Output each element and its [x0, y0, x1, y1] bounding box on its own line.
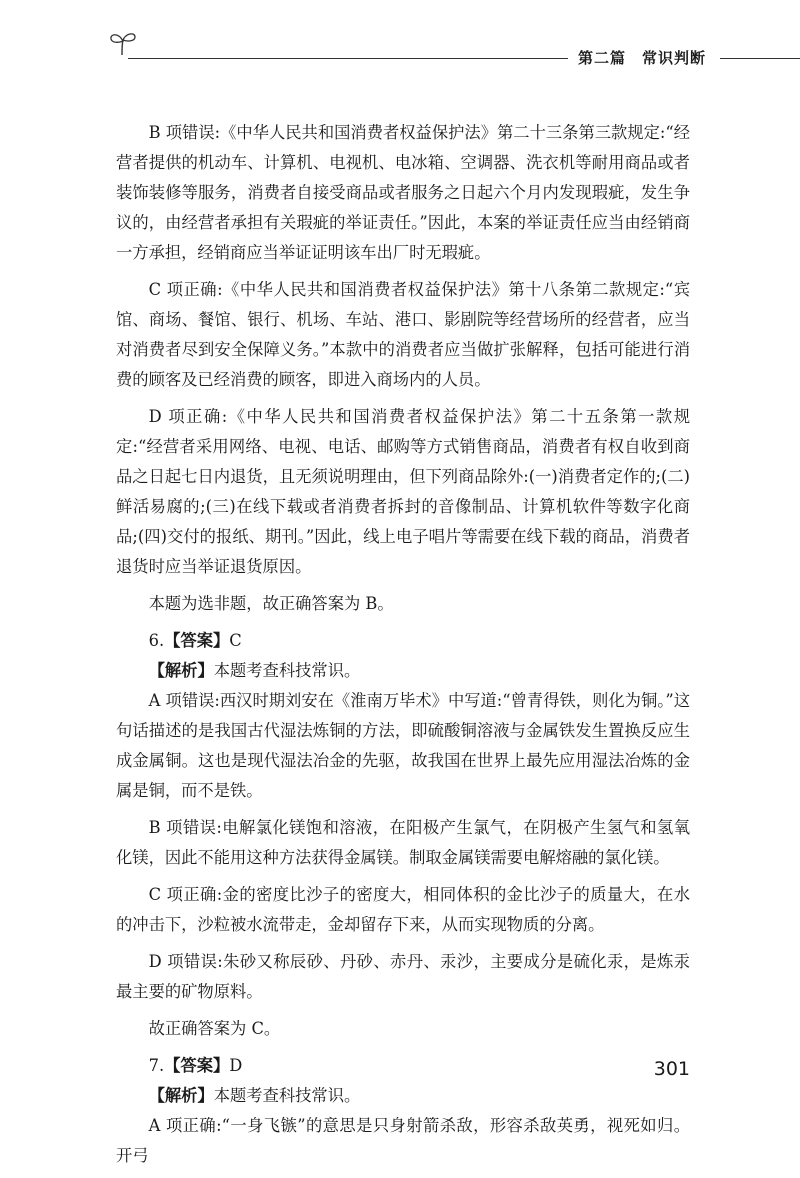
- paragraph-conclusion-6: 故正确答案为 C。: [148, 1019, 281, 1038]
- header-rule-left: [128, 58, 568, 59]
- question-number: 7.: [148, 1056, 165, 1075]
- page-number: 301: [653, 1058, 690, 1080]
- section-title: 第二篇 常识判断: [578, 49, 707, 67]
- paragraph-conclusion-5: 本题为选非题，故正确答案为 B。: [148, 594, 394, 613]
- paragraph-a-option-7: A 项正确:“一身飞镞”的意思是只身射箭杀敌，形容杀敌英勇，视死如归。开弓: [116, 1116, 690, 1165]
- paragraph-b-option-6: B 项错误:电解氯化镁饱和溶液，在阳极产生氯气，在阴极产生氢气和氢氧化镁，因此不能用这种方法获得金属镁。制取金属镁需要电解熔融的氯化镁。: [116, 818, 690, 867]
- page-header: [0, 0, 800, 80]
- analysis-tag: 【解析】: [148, 1086, 214, 1105]
- question-number: 6.: [148, 631, 165, 650]
- analysis-line-6: [116, 656, 690, 686]
- analysis-tag: 【解析】: [148, 661, 214, 680]
- paragraph-d-option: D 项正确:《中华人民共和国消费者权益保护法》第二十五条第一款规定:“经营者采用网络、电视、电话、邮购等方式销售商品，消费者有权自收到商品之日起七日内退货，且无须说明理由，但下列商品除外:(一)消费者定作的;(二)鲜活易腐的;(三)在线下载或者消费者拆封的音像制品、计算机软件等数字化商品;(四)交付的报纸、期刊。”因此，线上电子唱片等需要在线下载的商品，消费者退货时应当举证退货原因。: [116, 407, 690, 576]
- sprout-icon: [108, 30, 138, 56]
- paragraph-c-option-6: C 项正确:金的密度比沙子的密度大，相同体积的金比沙子的质量大，在水的冲击下，沙粒被水流带走，金却留存下来，从而实现物质的分离。: [116, 885, 690, 934]
- analysis-text: 本题考查科技常识。: [213, 661, 361, 680]
- header-rule-right: [720, 58, 800, 59]
- page-body: [116, 118, 690, 1178]
- answer-line-6: [116, 626, 690, 656]
- paragraph-c-option: C 项正确:《中华人民共和国消费者权益保护法》第十八条第二款规定:“宾馆、商场、餐馆、银行、机场、车站、港口、影剧院等经营场所的经营者，应当对消费者尽到安全保障义务。”本款中的消费者应当做扩张解释，包括可能进行消费的顾客及已经消费的顾客，即进入商场内的人员。: [116, 280, 690, 389]
- answer-tag: 【答案】: [164, 1056, 230, 1075]
- paragraph-b-option: B 项错误:《中华人民共和国消费者权益保护法》第二十三条第三款规定:“经营者提供的机动车、计算机、电视机、电冰箱、空调器、洗衣机等耐用商品或者装饰装修等服务，消费者自接受商品或者服务之日起六个月内发现瑕疵，发生争议的，由经营者承担有关瑕疵的举证责任。”因此，本案的举证责任应当由经销商一方承担，经销商应当举证证明该车出厂时无瑕疵。: [116, 123, 690, 262]
- paragraph-a-option-6: A 项错误:西汉时期刘安在《淮南万毕术》中写道:“曾青得铁，则化为铜。”这句话描述的是我国古代湿法炼铜的方法，即硫酸铜溶液与金属铁发生置换反应生成金属铜。这也是现代湿法冶金的先驱，故我国在世界上最先应用湿法冶炼的金属是铜，而不是铁。: [116, 691, 690, 800]
- answer-value: D: [229, 1056, 243, 1075]
- answer-value: C: [229, 631, 242, 650]
- analysis-line-7: [116, 1081, 690, 1111]
- answer-tag: 【答案】: [164, 631, 230, 650]
- analysis-text: 本题考查科技常识。: [213, 1086, 361, 1105]
- answer-line-7: [116, 1051, 690, 1081]
- paragraph-d-option-6: D 项错误:朱砂又称辰砂、丹砂、赤丹、汞沙，主要成分是硫化汞，是炼汞最主要的矿物原料。: [116, 952, 690, 1001]
